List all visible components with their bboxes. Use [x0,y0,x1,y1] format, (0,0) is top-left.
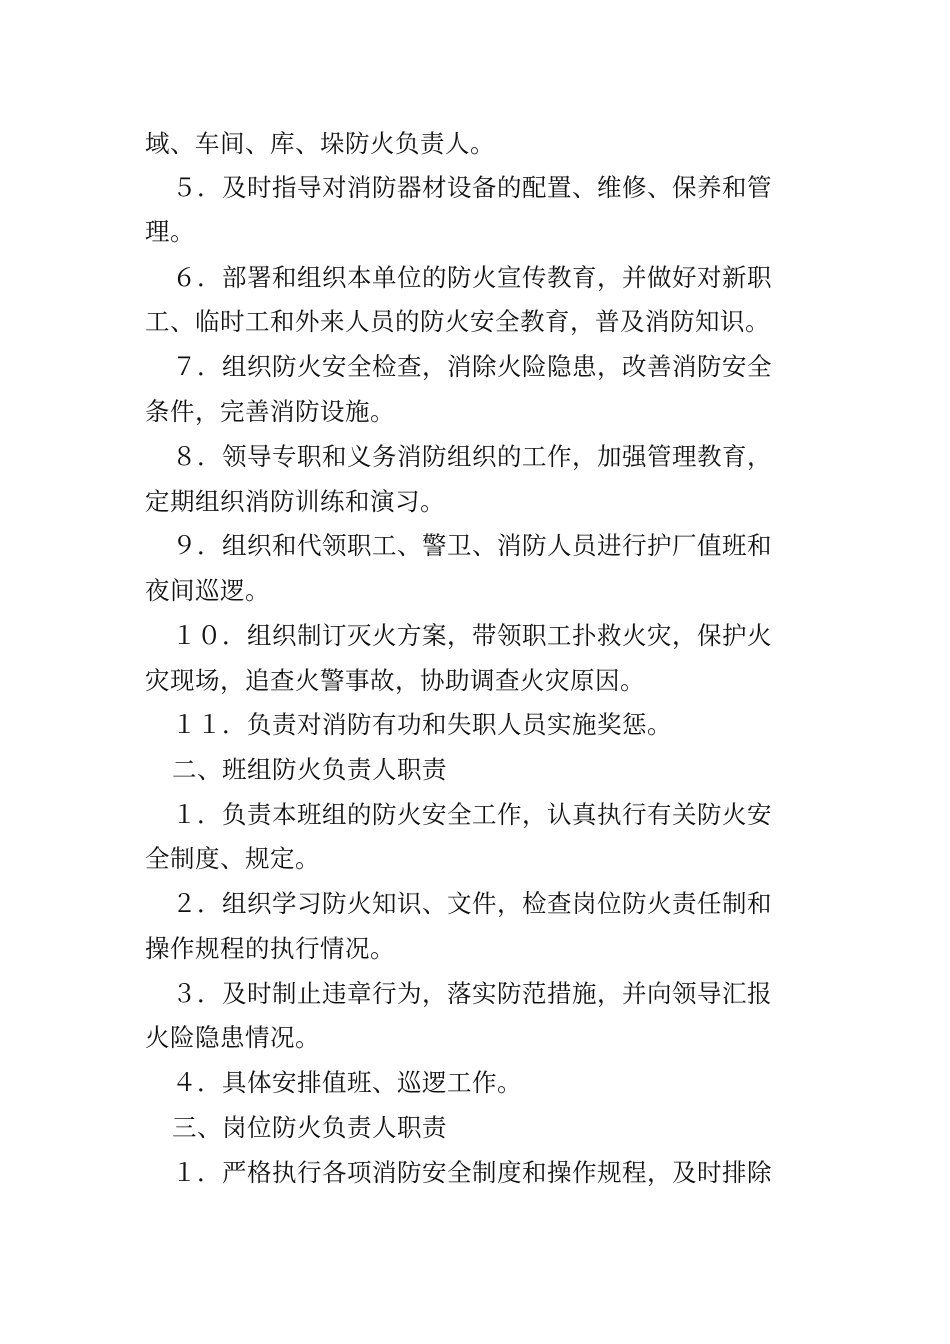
text-line: ６．部署和组织本单位的防火宣传教育，并做好对新职 [172,263,772,292]
text-line: 全制度、规定。 [145,844,320,873]
text-line: ５．及时指导对消防器材设备的配置、维修、保养和管 [172,173,772,202]
text-line: 定期组织消防训练和演习。 [145,487,445,516]
text-line: １０．组织制订灭火方案，带领职工扑救火灾，保护火 [172,621,772,650]
text-line: 操作规程的执行情况。 [145,934,395,963]
text-line: １．负责本班组的防火安全工作，认真执行有关防火安 [172,800,772,829]
section-heading: 三、岗位防火负责人职责 [172,1113,447,1142]
text-line: １１．负责对消防有功和失职人员实施奖惩。 [172,710,672,739]
text-line: ２．组织学习防火知识、文件，检查岗位防火责任制和 [172,889,772,918]
text-line: 火险隐患情况。 [145,1023,320,1052]
text-line: 域、车间、库、垛防火负责人。 [145,129,495,158]
text-line: 条件，完善消防设施。 [145,397,395,426]
text-line: 工、临时工和外来人员的防火安全教育，普及消防知识。 [145,307,770,336]
text-line: １．严格执行各项消防安全制度和操作规程，及时排除 [172,1158,772,1187]
text-line: 灾现场，追查火警事故，协助调查火灾原因。 [145,666,645,695]
text-line: 夜间巡逻。 [145,576,270,605]
text-line: 理。 [145,217,195,246]
text-line: ４．具体安排值班、巡逻工作。 [172,1068,522,1097]
section-heading: 二、班组防火负责人职责 [172,755,447,784]
text-line: ３．及时制止违章行为，落实防范措施，并向领导汇报 [172,979,772,1008]
text-line: ７．组织防火安全检查，消除火险隐患，改善消防安全 [172,352,772,381]
text-line: ９．组织和代领职工、警卫、消防人员进行护厂值班和 [172,531,772,560]
text-line: ８．领导专职和义务消防组织的工作，加强管理教育， [172,442,772,471]
